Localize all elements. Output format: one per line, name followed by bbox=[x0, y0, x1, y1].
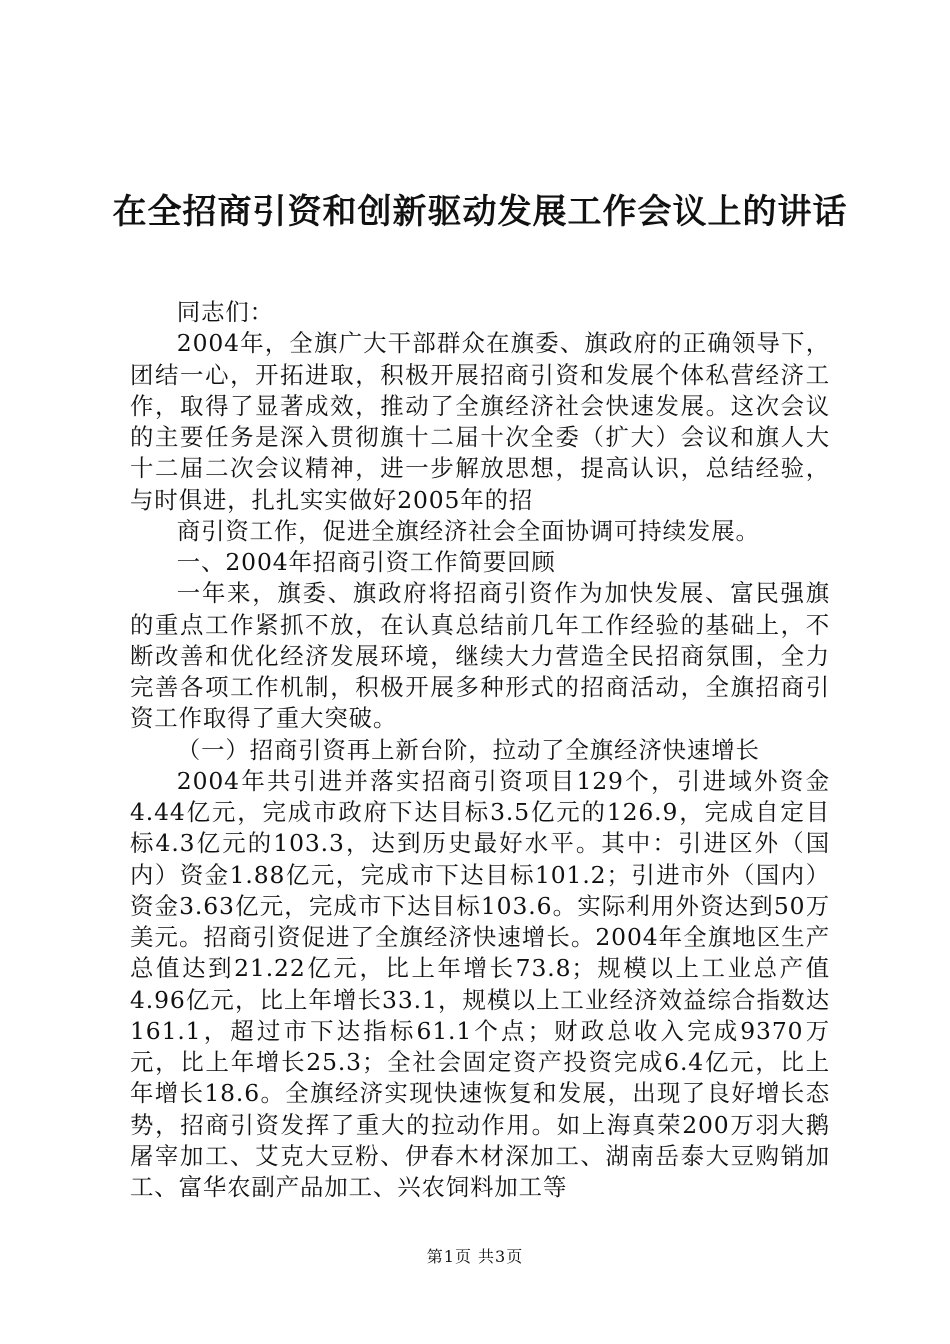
subsection-heading-1: （一）招商引资再上新台阶，拉动了全旗经济快速增长 bbox=[176, 735, 760, 764]
salutation: 同志们： bbox=[176, 298, 274, 326]
page-footer: 第1页 共3页 bbox=[426, 1247, 524, 1266]
document-title: 在全招商引资和创新驱动发展工作会议上的讲话 bbox=[112, 192, 848, 232]
paragraph-intro: 2004年，全旗广大干部群众在旗委、旗政府的正确领导下，团结一心，开拓进取，积极开展招商引资和发展个体私营经济工作，取得了显著成效，推动了全旗经济社会快速发展。这次会议的主要任务是深入贯彻旗十二届十次全委（扩大）会议和旗人大十二届二次会议精神，进一步解放思想，提高认识，总结经验，与时俱进，扎扎实实做好2005年的招 bbox=[130, 329, 830, 514]
paragraph-review: 一年来，旗委、旗政府将招商引资作为加快发展、富民强旗的重点工作紧抓不放，在认真总结前几年工作经验的基础上，不断改善和优化经济发展环境，继续大力营造全民招商氛围，全力完善各项工作机制，积极开展多种形式的招商活动，全旗招商引资工作取得了重大突破。 bbox=[130, 579, 830, 733]
paragraph-statistics: 2004年共引进并落实招商引资项目129个，引进域外资金4.44亿元，完成市政府下达目标3.5亿元的126.9，完成自定目标4.3亿元的103.3，达到历史最好水平。其中：引进区外（国内）资金1.88亿元，完成市下达目标101.2；引进市外（国内）资金3.63亿元，完成市下达目标103.6。实际利用外资达到50万美元。招商引资促进了全旗经济快速增长。2004年全旗地区生产总值达到21.22亿元，比上年增长73.8；规模以上工业总产值4.96亿元，比上年增长33.1，规模以上工业经济效益综合指数达161.1，超过市下达指标61.1个点；财政总收入完成9370万元，比上年增长25.3；全社会固定资产投资完成6.4亿元，比上年增长18.6。全旗经济实现快速恢复和发展，出现了良好增长态势，招商引资发挥了重大的拉动作用。如上海真荣200万羽大鹅屠宰加工、艾克大豆粉、伊春木材深加工、湖南岳泰大豆购销加工、富华农副产品加工、兴农饲料加工等 bbox=[130, 766, 830, 1201]
document-body bbox=[130, 297, 830, 1203]
section-heading-review: 一、2004年招商引资工作简要回顾 bbox=[176, 548, 556, 576]
paragraph-intro-continued: 商引资工作，促进全旗经济社会全面协调可持续发展。 bbox=[176, 516, 760, 545]
